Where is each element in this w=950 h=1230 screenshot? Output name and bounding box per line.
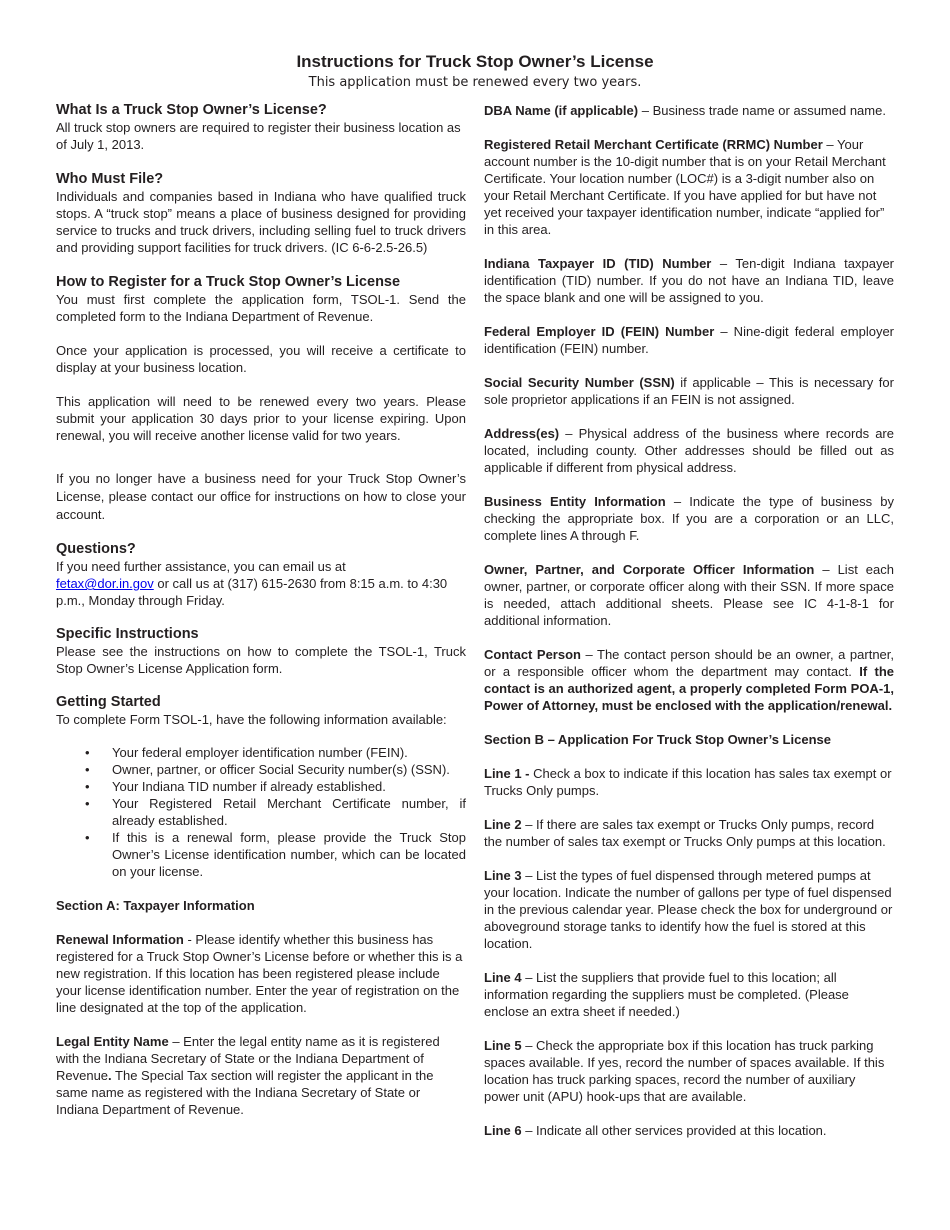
dba-name: DBA Name (if applicable) – Business trade name or assumed name. [484, 103, 886, 118]
section-a-heading: Section A: Taxpayer Information [56, 898, 255, 913]
how-paragraph-3: This application will need to be renewed every two years. Please submit your application 30 days prior to your license expiring. Upon renewal, you will receive another license valid for two years. [56, 394, 466, 443]
tid-number: Indiana Taxpayer ID (TID) Number – Ten-digit Indiana taxpayer identification (TID) number. If you do not have an Indiana TID, leave the space blank and one will be assigned to you. [484, 256, 895, 305]
line-1: Line 1 - Check a box to indicate if this location has sales tax exempt or Trucks Only pumps. [484, 766, 892, 798]
how-paragraph-4: If you no longer have a business need for your Truck Stop Owner’s License, please contact our office for instructions on how to close your account. [56, 471, 466, 522]
bullet-icon: • [85, 796, 90, 811]
list-item: • Your federal employer identification number (FEIN). [85, 745, 408, 760]
list-item: • Owner, partner, or officer Social Security number(s) (SSN). [85, 762, 450, 777]
ssn-number: Social Security Number (SSN) if applicable – This is necessary for sole proprietor applications if an FEIN is not assigned. [484, 375, 894, 407]
page-title: Instructions for Truck Stop Owner’s License [296, 52, 654, 71]
bullet-icon: • [85, 762, 90, 777]
list-item: • Your Indiana TID number if already established. [85, 779, 386, 794]
right-column [484, 102, 894, 1139]
getting-started-text: To complete Form TSOL-1, have the following information available: [56, 712, 447, 727]
how-paragraph-1: You must first complete the application form, TSOL-1. Send the completed form to the Indiana Department of Revenue. [56, 292, 466, 324]
getting-started-heading: Getting Started [56, 694, 161, 710]
questions-heading: Questions? [56, 541, 136, 557]
who-heading: Who Must File? [56, 171, 164, 187]
addresses: Address(es) – Physical address of the business where records are located, including county. Other addresses should be filled out as applicable if different from physical address. [484, 426, 894, 475]
page-subtitle: This application must be renewed every two years. [308, 75, 642, 90]
how-paragraph-2: Once your application is processed, you will receive a certificate to display at your business location. [56, 343, 466, 375]
who-text: Individuals and companies based in Indiana who have qualified truck stops. A “truck stop” means a place of business designed for providing service to trucks and truck drivers, including selling fuel to truck drivers and providing support facilities for truck drivers. (IC 6-6-2.5-26.5) [56, 189, 466, 255]
bullet-icon: • [85, 830, 90, 845]
fein-number: Federal Employer ID (FEIN) Number – Nine-digit federal employer identification (FEIN) number. [484, 324, 895, 356]
bullet-icon: • [85, 779, 90, 794]
owner-partner-info: Owner, Partner, and Corporate Officer Information – List each owner, partner, or corporate officer along with their SSN. If more space is needed, attach additional sheets. Please see IC 4-1-8-1 for additional information. [484, 562, 894, 628]
what-heading: What Is a Truck Stop Owner’s License? [56, 102, 327, 118]
renewal-info: Renewal Information - Please identify whether this business has registered for a Truck Stop Owner’s License before or whether this is a new registration. If this location has been registered please include your license identification number. Enter the year of registration on the line designated at the top of the application. [56, 932, 463, 1015]
how-heading: How to Register for a Truck Stop Owner’s License [56, 274, 401, 290]
specific-heading: Specific Instructions [56, 626, 199, 642]
specific-text: Please see the instructions on how to complete the TSOL-1, Truck Stop Owner’s License Application form. [56, 644, 466, 676]
line-4: Line 4 – List the suppliers that provide fuel to this location; all information regarding the suppliers must be completed. (Please enclose an extra sheet if needed.) [484, 970, 849, 1019]
questions-text: If you need further assistance, you can email us at fetax@dor.in.gov or call us at (317) 615-2630 from 8:15 a.m. to 4:30 p.m., Monday through Friday. [56, 559, 448, 608]
list-item: • Your Registered Retail Merchant Certificate number, if already established. [85, 796, 466, 828]
section-b-heading: Section B – Application For Truck Stop Owner’s License [484, 732, 831, 747]
line-6: Line 6 – Indicate all other services provided at this location. [484, 1123, 827, 1138]
left-column [56, 102, 466, 1118]
line-2: Line 2 – If there are sales tax exempt or Trucks Only pumps, record the number of sales tax exempt or Trucks Only pumps at this location. [484, 817, 886, 849]
requirements-list [56, 744, 466, 880]
line-3: Line 3 – List the types of fuel dispensed through metered pumps at your location. Indicate the number of gallons per type of fuel dispensed in the previous calendar year. Please check the box for underground or aboveground storage tanks to identify how the fuel is stored at this location. [484, 868, 893, 951]
business-entity-info: Business Entity Information – Indicate the type of business by checking the appropriate box. If you are a corporation or an LLC, complete lines A through F. [484, 494, 894, 543]
legal-entity-name: Legal Entity Name – Enter the legal entity name as it is registered with the Indiana Secretary of State or the Indiana Department of Revenue. The Special Tax section will register the applicant in the same name as registered with the Indiana Secretary of State or Indiana Department of Revenue. [56, 1034, 440, 1117]
list-item: • If this is a renewal form, please provide the Truck Stop Owner’s License identification number, which can be located on your license. [85, 830, 466, 879]
bullet-icon: • [85, 745, 90, 760]
what-text: All truck stop owners are required to register their business location as of July 1, 2013. [56, 120, 461, 152]
contact-person: Contact Person – The contact person should be an owner, a partner, or a responsible officer whom the department may contact. If the contact is an authorized agent, a properly completed Form POA-1, Power of Attorney, must be enclosed with the application/renewal. [484, 647, 894, 713]
email-link[interactable]: fetax@dor.in.gov [56, 576, 154, 591]
rrmc-number: Registered Retail Merchant Certificate (RRMC) Number – Your account number is the 10-digit number that is on your Retail Merchant Certificate. Your location number (LOC#) is a 3-digit number also on your Retail Merchant Certificate. If you have applied for but have not yet received your taxpayer identification number, indicate “applied for” in this area. [484, 137, 886, 237]
line-5: Line 5 – Check the appropriate box if this location has truck parking spaces available. If yes, record the number of spaces available. If this location has truck parking spaces, record the number of auxiliary power unit (APU) hook-ups that are available. [484, 1038, 885, 1104]
